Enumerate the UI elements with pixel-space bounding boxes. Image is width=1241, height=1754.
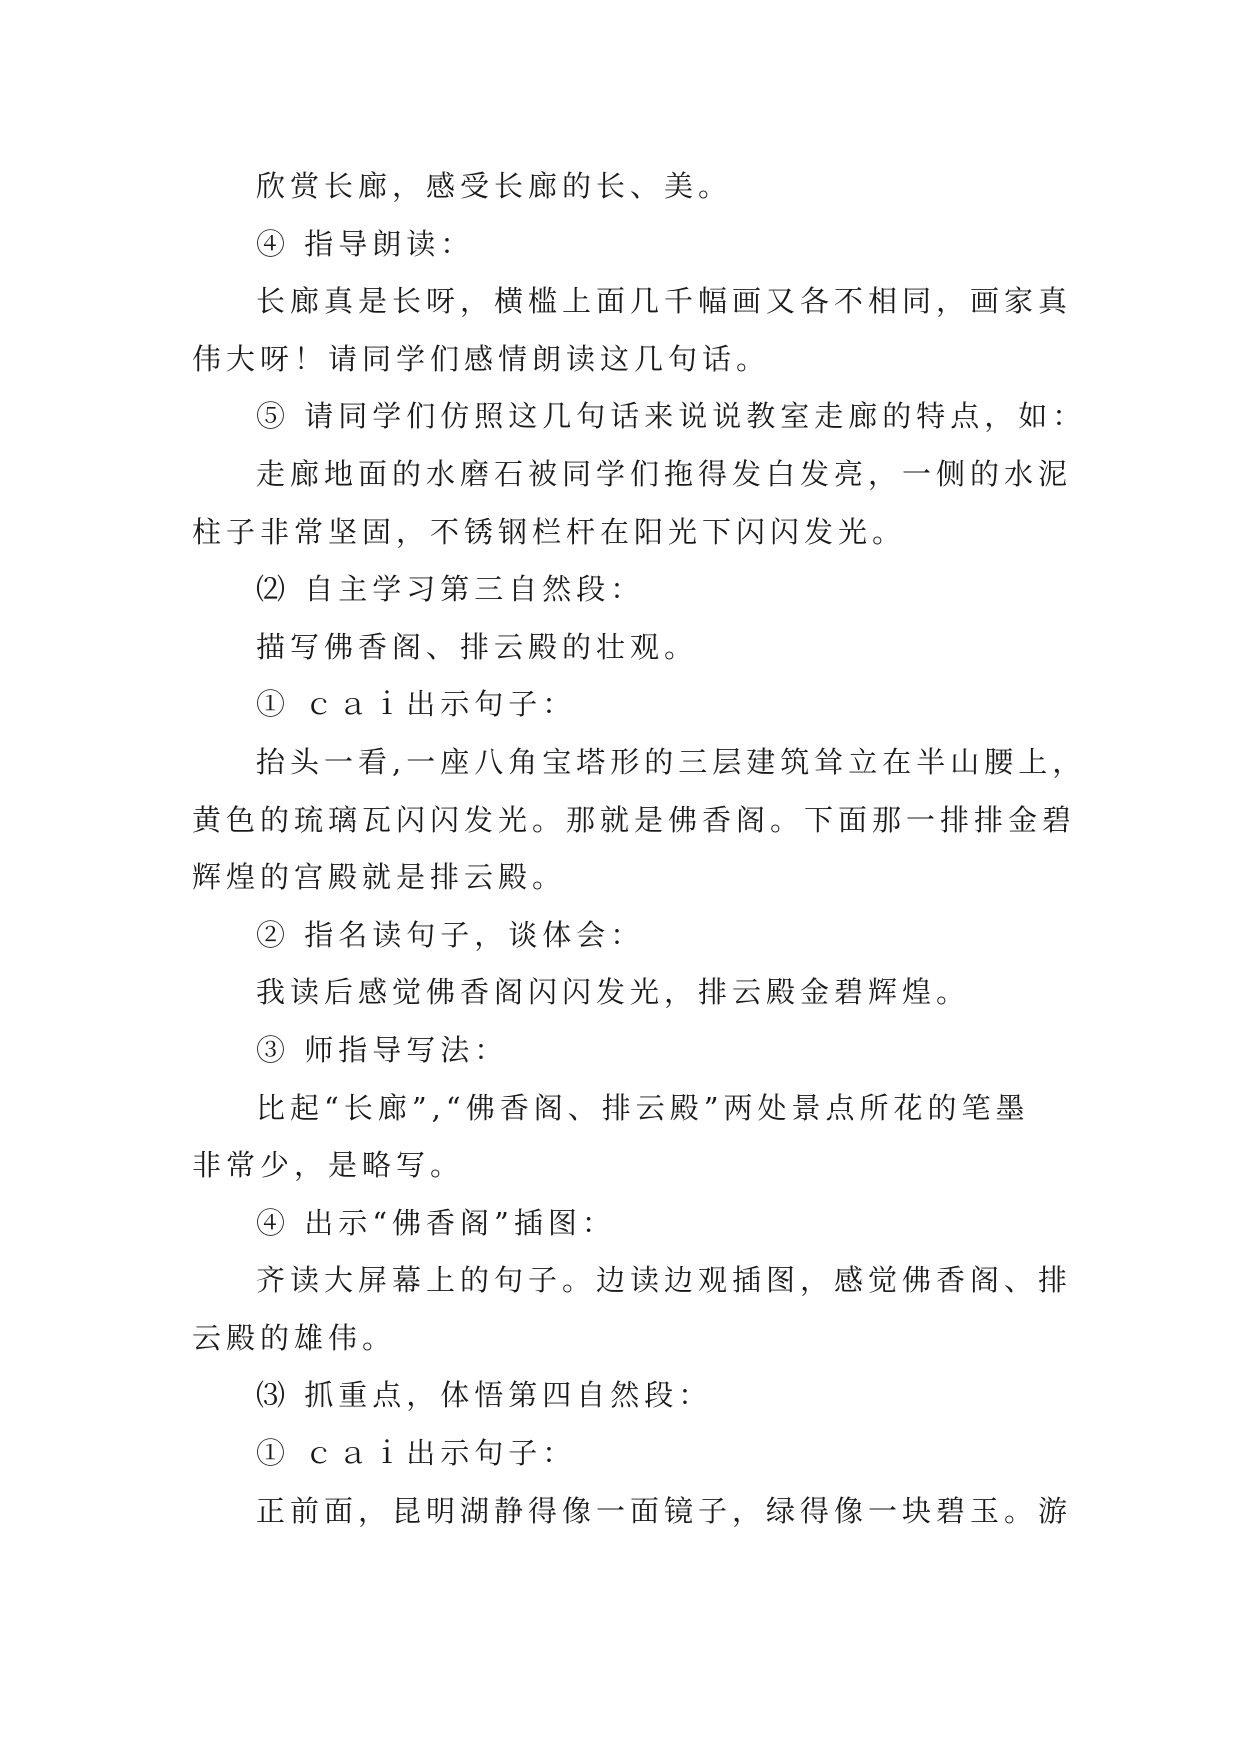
text-line-23: ① ｃａｉ出示句子： (256, 1436, 577, 1471)
text-line-1: 欣赏长廊，感受长廊的长、美。 (256, 169, 733, 203)
text-line-2: ④ 指导朗读： (256, 226, 475, 261)
text-line-8: ⑵ 自主学习第三自然段： (256, 572, 645, 607)
text-line-15: 我读后感觉佛香阁闪闪发光，排云殿金碧辉煌。 (256, 975, 971, 1010)
text-line-22: ⑶ 抓重点，体悟第四自然段： (256, 1378, 713, 1413)
text-line-7: 柱子非常坚固，不锈钢栏杆在阳光下闪闪发光。 (192, 514, 907, 549)
text-line-6: 走廊地面的水磨石被同学们拖得发白发亮，一侧的水泥 (256, 456, 1073, 491)
text-line-19: ④ 出示“佛香阁”插图： (256, 1205, 616, 1240)
document-body (192, 158, 1087, 1540)
text-line-9: 描写佛香阁、排云殿的壮观。 (256, 629, 699, 664)
text-line-11: 抬头一看,一座八角宝塔形的三层建筑耸立在半山腰上， (256, 744, 1087, 779)
text-line-12: 黄色的琉璃瓦闪闪发光。那就是佛香阁。下面那一排排金碧 (192, 802, 1077, 837)
text-line-5: ⑤ 请同学们仿照这几句话来说说教室走廊的特点，如： (256, 399, 1087, 434)
text-line-13: 辉煌的宫殿就是排云殿。 (192, 860, 567, 895)
text-line-18: 非常少，是略写。 (192, 1148, 465, 1183)
text-line-3: 长廊真是长呀，横槛上面几千幅画又各不相同，画家真 (256, 284, 1073, 319)
text-line-16: ③ 师指导写法： (256, 1032, 509, 1067)
text-line-21: 云殿的雄伟。 (192, 1320, 397, 1355)
text-line-4: 伟大呀！请同学们感情朗读这几句话。 (192, 341, 771, 376)
text-line-24: 正前面，昆明湖静得像一面镜子，绿得像一块碧玉。游 (256, 1493, 1073, 1528)
text-line-17: 比起“长廊”,“佛香阁、排云殿”两处景点所花的笔墨 (256, 1090, 1030, 1125)
text-line-14: ② 指名读句子，谈体会： (256, 917, 645, 952)
text-line-10: ① ｃａｉ出示句子： (256, 687, 577, 722)
text-line-20: 齐读大屏幕上的句子。边读边观插图，感觉佛香阁、排 (256, 1263, 1073, 1298)
